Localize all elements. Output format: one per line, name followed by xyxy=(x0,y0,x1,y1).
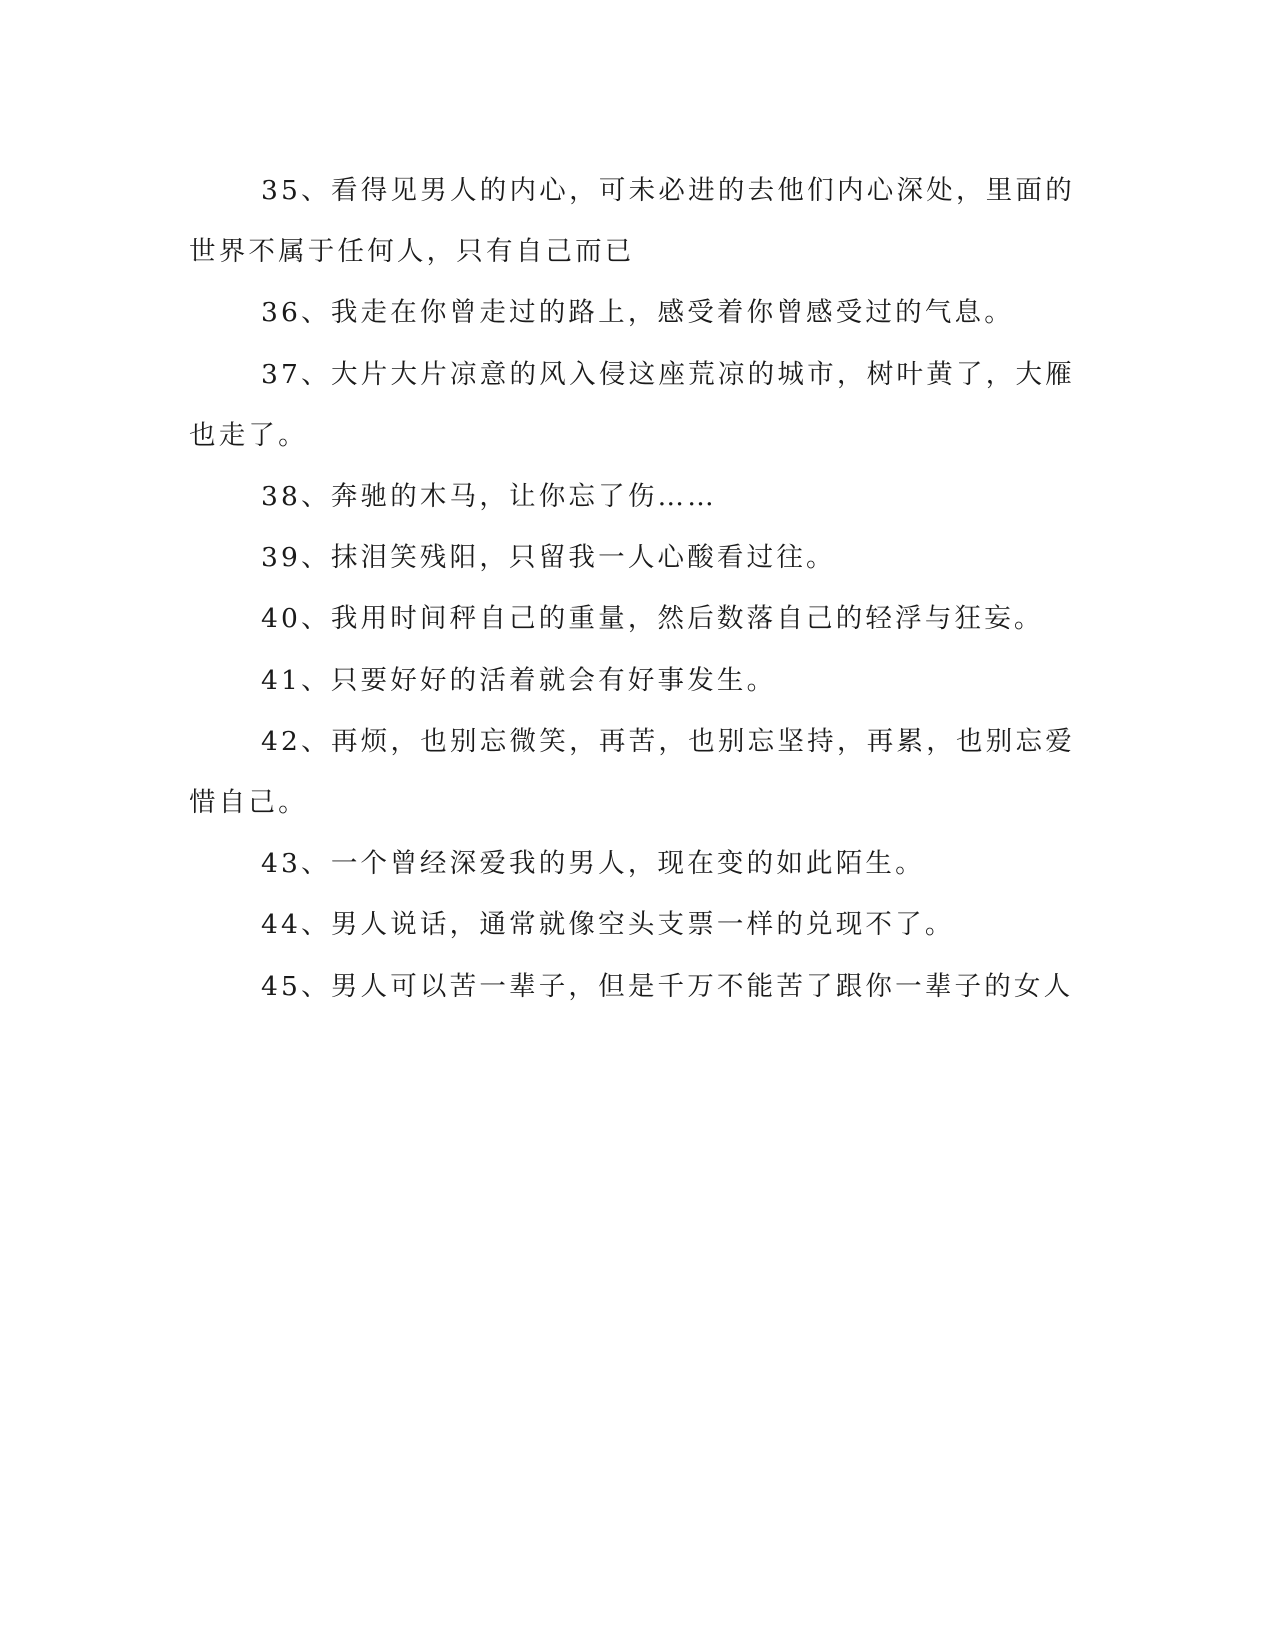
paragraph-36: 36、我走在你曾走过的路上，感受着你曾感受过的气息。 xyxy=(261,297,1014,329)
paragraph-43: 43、一个曾经深爱我的男人，现在变的如此陌生。 xyxy=(261,848,925,880)
paragraph-44: 44、男人说话，通常就像空头支票一样的兑现不了。 xyxy=(261,909,955,941)
paragraph-35: 35、看得见男人的内心，可未必进的去他们内心深处，里面的世界不属于任何人，只有自己而已 xyxy=(189,175,1075,268)
paragraph-45: 45、男人可以苦一辈子，但是千万不能苦了跟你一辈子的女人 xyxy=(261,970,1074,1002)
document-body xyxy=(189,160,1075,1017)
paragraph-38: 38、奔驰的木马，让你忘了伤…… xyxy=(261,481,717,513)
paragraph-39: 39、抹泪笑残阳，只留我一人心酸看过往。 xyxy=(261,542,836,574)
paragraph-37: 37、大片大片凉意的风入侵这座荒凉的城市，树叶黄了，大雁也走了。 xyxy=(189,358,1075,451)
paragraph-40: 40、我用时间秤自己的重量，然后数落自己的轻浮与狂妄。 xyxy=(261,603,1044,635)
paragraph-42: 42、再烦，也别忘微笑，再苦，也别忘坚持，再累，也别忘爱惜自己。 xyxy=(189,725,1075,819)
paragraph-41: 41、只要好好的活着就会有好事发生。 xyxy=(261,664,777,696)
